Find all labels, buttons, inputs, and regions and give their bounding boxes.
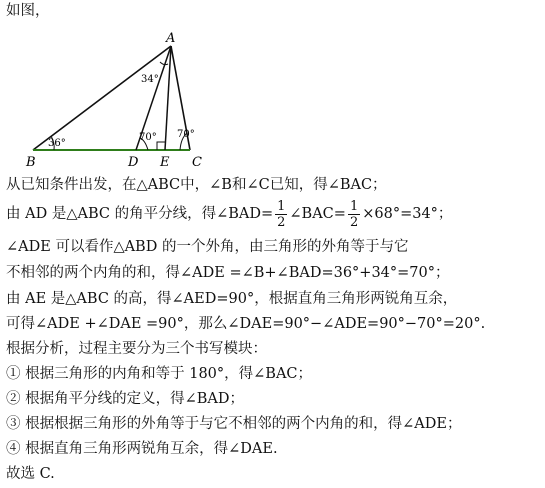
text-line-3: ∠ADE 可以看作△ABD 的一个外角，由三角形的外角等于与它 xyxy=(6,239,409,255)
step-3: ③ 根据根据三角形的外角等于与它不相邻的两个内角的和，得∠ADE； xyxy=(6,416,462,432)
step-1: ① 根据三角形的内角和等于 180°，得∠BAC； xyxy=(6,366,313,382)
fraction-numerator: 1 xyxy=(277,198,286,214)
angle-label-b: 36° xyxy=(48,138,66,149)
fraction-denominator-2: 2 xyxy=(349,214,359,230)
step-4: ④ 根据直角三角形两锐角互余，得∠DAE. xyxy=(6,441,278,457)
right-angle-marker xyxy=(157,142,165,150)
fraction-one-half-2 xyxy=(348,199,360,230)
text-line-1: 从已知条件出发，在△ABC中，∠B和∠C已知，得∠BAC； xyxy=(6,177,387,193)
triangle-figure xyxy=(0,0,545,175)
fraction-denominator: 2 xyxy=(277,214,286,230)
intro-text: 如图， xyxy=(6,3,50,19)
line-2-part-3: ×68°=34°； xyxy=(362,206,453,222)
line-2-part-1: 由 AD 是△ABC 的角平分线，得∠BAD= xyxy=(6,206,274,222)
conclusion: 故选 C. xyxy=(6,466,55,482)
text-line-5: 由 AE 是△ABC 的高，得∠AED=90°，根据直角三角形两锐角互余， xyxy=(6,291,458,307)
text-line-7: 根据分析，过程主要分为三个书写模块： xyxy=(6,341,267,357)
line-2-part-2: ∠BAC= xyxy=(289,206,346,222)
vertex-label-b: B xyxy=(26,155,36,170)
vertex-label-c: C xyxy=(192,155,202,170)
text-line-4: 不相邻的两个内角的和，得∠ADE =∠B+∠BAD=36°+34°=70°； xyxy=(6,265,450,281)
angle-label-c: 70° xyxy=(177,129,195,140)
vertex-label-a: A xyxy=(166,31,176,46)
angle-label-d: 70° xyxy=(139,132,157,143)
text-line-2 xyxy=(6,197,452,231)
fraction-one-half xyxy=(275,199,287,230)
angle-label-a: 34° xyxy=(141,74,159,85)
angle-arc-a xyxy=(160,62,168,65)
step-2: ② 根据角平分线的定义，得∠BAD； xyxy=(6,391,245,407)
vertex-label-e: E xyxy=(160,155,170,170)
text-line-6: 可得∠ADE +∠DAE =90°，那么∠DAE=90°−∠ADE=90°−70°=20°. xyxy=(6,316,486,332)
vertex-label-d: D xyxy=(128,155,139,170)
fraction-numerator-2: 1 xyxy=(349,198,359,214)
